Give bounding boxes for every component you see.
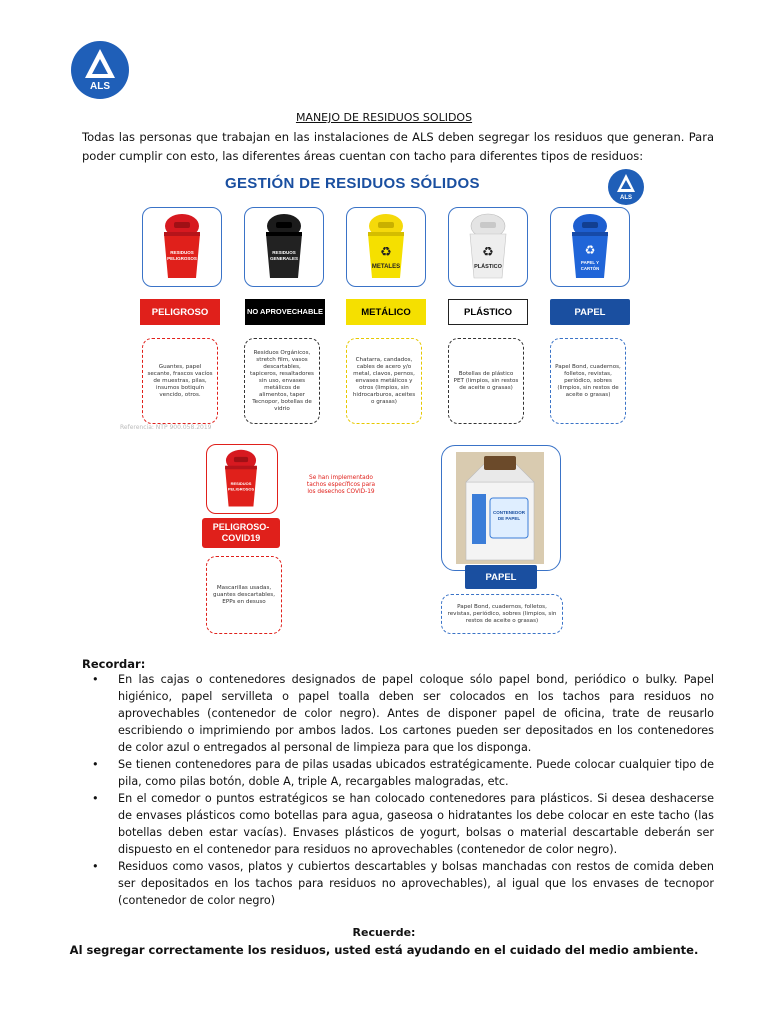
svg-text:PAPEL Y: PAPEL Y (581, 260, 599, 265)
desc-peligroso: Guantes, papel secante, frascos vacíos de muestras, pilas, insumos botiquín vencido, otros. (142, 338, 218, 424)
recordar-heading: Recordar: (82, 657, 146, 671)
desc-covid: Mascarillas usadas, guantes descartables, EPPs en desuso (206, 556, 282, 634)
recordar-list (88, 671, 714, 909)
svg-text:PELIGROSOS: PELIGROSOS (167, 256, 197, 261)
svg-text:♻: ♻ (380, 245, 392, 260)
label-plastico: PLÁSTICO (448, 299, 528, 325)
svg-text:RESIDUOS: RESIDUOS (230, 481, 252, 487)
list-item-text: En el comedor o puntos estratégicos se han colocado contenedores para plásticos. Si desea deshacerse de envases plásticos como botellas para agua, gaseosa o hidratantes los debe colocar en este tacho (las botellas deben estar vacías). Envases plásticos de yogurt, bolsas o material descartable deberán ser dispuesto en el contenedor para residuos no aprovechables (contenedor de color negro). (118, 792, 714, 856)
als-logo (68, 40, 132, 100)
bin-metalico-icon (360, 212, 412, 282)
list-item-text: En las cajas o contenedores designados de papel coloque sólo papel bond, periódico o bulky. Papel higiénico, papel servilleta o papel toalla deben ser colocados en los tachos para residuos no aprovechables (contenedor de color negro). Antes de disponer papel de oficina, trate de reusarlo escribiendo o imprimiendo por ambos lados. Los cartones pueden ser depositados en los contenedores de color azul o entregados al personal de limpieza para que los disponga. (118, 673, 714, 754)
label-peligroso: PELIGROSO (140, 299, 220, 325)
svg-text:♻: ♻ (584, 243, 596, 257)
svg-text:CARTÓN: CARTÓN (580, 266, 600, 271)
list-item-text: Se tienen contenedores para de pilas usadas ubicados estratégicamente. Puede colocar cualquier tipo de pila, como pilas botón, doble A, triple A, recargables malogradas, etc. (118, 758, 714, 788)
svg-text:CONTENEDOR: CONTENEDOR (492, 510, 526, 515)
bin-covid-icon (216, 448, 266, 510)
desc-plastico: Botellas de plástico PET (limpios, sin restos de aceite o grasas) (448, 338, 524, 424)
label-covid: PELIGROSO-COVID19 (202, 518, 280, 548)
svg-text:RESIDUOS: RESIDUOS (272, 250, 296, 255)
recuerde-text: Al segregar correctamente los residuos, usted está ayudando en el cuidado del medio ambiente. (69, 943, 699, 957)
list-item: • Se tienen contenedores para de pilas usadas ubicados estratégicamente. Puede colocar cualquier tipo de pila, como pilas botón, doble A, triple A, recargables malogradas, etc. (92, 758, 714, 788)
bin-plastico-icon (462, 212, 514, 282)
svg-text:♻: ♻ (482, 245, 494, 260)
svg-text:GENERALES: GENERALES (269, 256, 299, 261)
svg-text:PELIGROSOS: PELIGROSOS (227, 486, 255, 492)
list-item-text: Residuos como vasos, platos y cubiertos descartables y bolsas manchadas con restos de comida deben ser depositados en los tachos para residuos no aprovechables), al igual que los envases de tecnopor (contenedor de color negro) (118, 860, 714, 907)
reference-note: Referencia: NTP 900.058.2019 (120, 424, 212, 431)
svg-text:RESIDUOS: RESIDUOS (170, 250, 194, 255)
document-title: MANEJO DE RESIDUOS SOLIDOS (295, 111, 473, 124)
bin-peligroso-icon (156, 212, 208, 282)
bin-papel-icon (564, 212, 616, 282)
label-paper-box: PAPEL (465, 565, 537, 589)
covid-note: Se han implementado tachos específicos para los desechos COVID-19 (306, 475, 376, 495)
recuerde-heading: Recuerde: (352, 926, 416, 939)
svg-text:DE PAPEL: DE PAPEL (497, 516, 521, 521)
list-item: • En el comedor o puntos estratégicos se han colocado contenedores para plásticos. Si desea deshacerse de envases plásticos como botellas para agua, gaseosa o hidratantes los debe colocar en este tacho (las botellas deben estar vacías). Envases plásticos de yogurt, bolsas o material descartable deberán ser dispuesto en el contenedor para residuos no aprovechables (contenedor de color negro). (92, 792, 714, 856)
label-papel: PAPEL (550, 299, 630, 325)
svg-text:PLÁSTICO: PLÁSTICO (474, 264, 502, 270)
bin-no-aprovechable-icon (258, 212, 310, 282)
desc-papel: Papel Bond, cuadernos, folletos, revistas, periódico, sobres (limpios, sin restos de aceite o grasas) (550, 338, 626, 424)
label-no-aprovechable: NO APROVECHABLE (245, 299, 325, 325)
infographic-logo (606, 168, 646, 206)
list-item: • Residuos como vasos, platos y cubiertos descartables y bolsas manchadas con restos de comida deben ser depositados en los tachos para residuos no aprovechables), al igual que los envases de tecnopor (contenedor de color negro) (92, 860, 714, 907)
desc-metalico: Chatarra, candados, cables de acero y/o metal, clavos, pernos, envases metálicos y otros (limpios, sin hidrocarburos, aceites o grasas) (346, 338, 422, 424)
intro-paragraph: Todas las personas que trabajan en las instalaciones de ALS deben segregar los residuos que generan. Para poder cumplir con esto, las diferentes áreas cuentan con tacho para diferentes tipos de residuos: (82, 130, 714, 163)
svg-text:METALES: METALES (371, 264, 401, 270)
desc-paper-box: Papel Bond, cuadernos, folletos, revistas, periódico, sobres (limpios, sin restos de aceite o grasas) (441, 594, 563, 634)
inf-logo-text: ALS (620, 195, 632, 201)
label-metalico: METÁLICO (346, 299, 426, 325)
list-item: • En las cajas o contenedores designados de papel coloque sólo papel bond, periódico o bulky. Papel higiénico, papel servilleta o papel toalla deben ser colocados en los tachos para residuos no aprovechables (contenedor de color negro). Antes de disponer papel de oficina, trate de reusarlo escribiendo o imprimiendo por ambos lados. Los cartones pueden ser depositados en los contenedores de color azul o entregados al personal de limpieza para que los disponga. (92, 673, 714, 754)
logo-text: ALS (90, 81, 110, 92)
desc-no-aprovechable: Residuos Orgánicos, stretch film, vasos descartables, tapiceros, resaltadores sin uso, envases metálicos de alimentos, taper Tecnopor, botellas de vidrio (244, 338, 320, 424)
paper-box-image (456, 452, 544, 564)
infographic-title: GESTIÓN DE RESIDUOS SÓLIDOS (225, 175, 480, 192)
